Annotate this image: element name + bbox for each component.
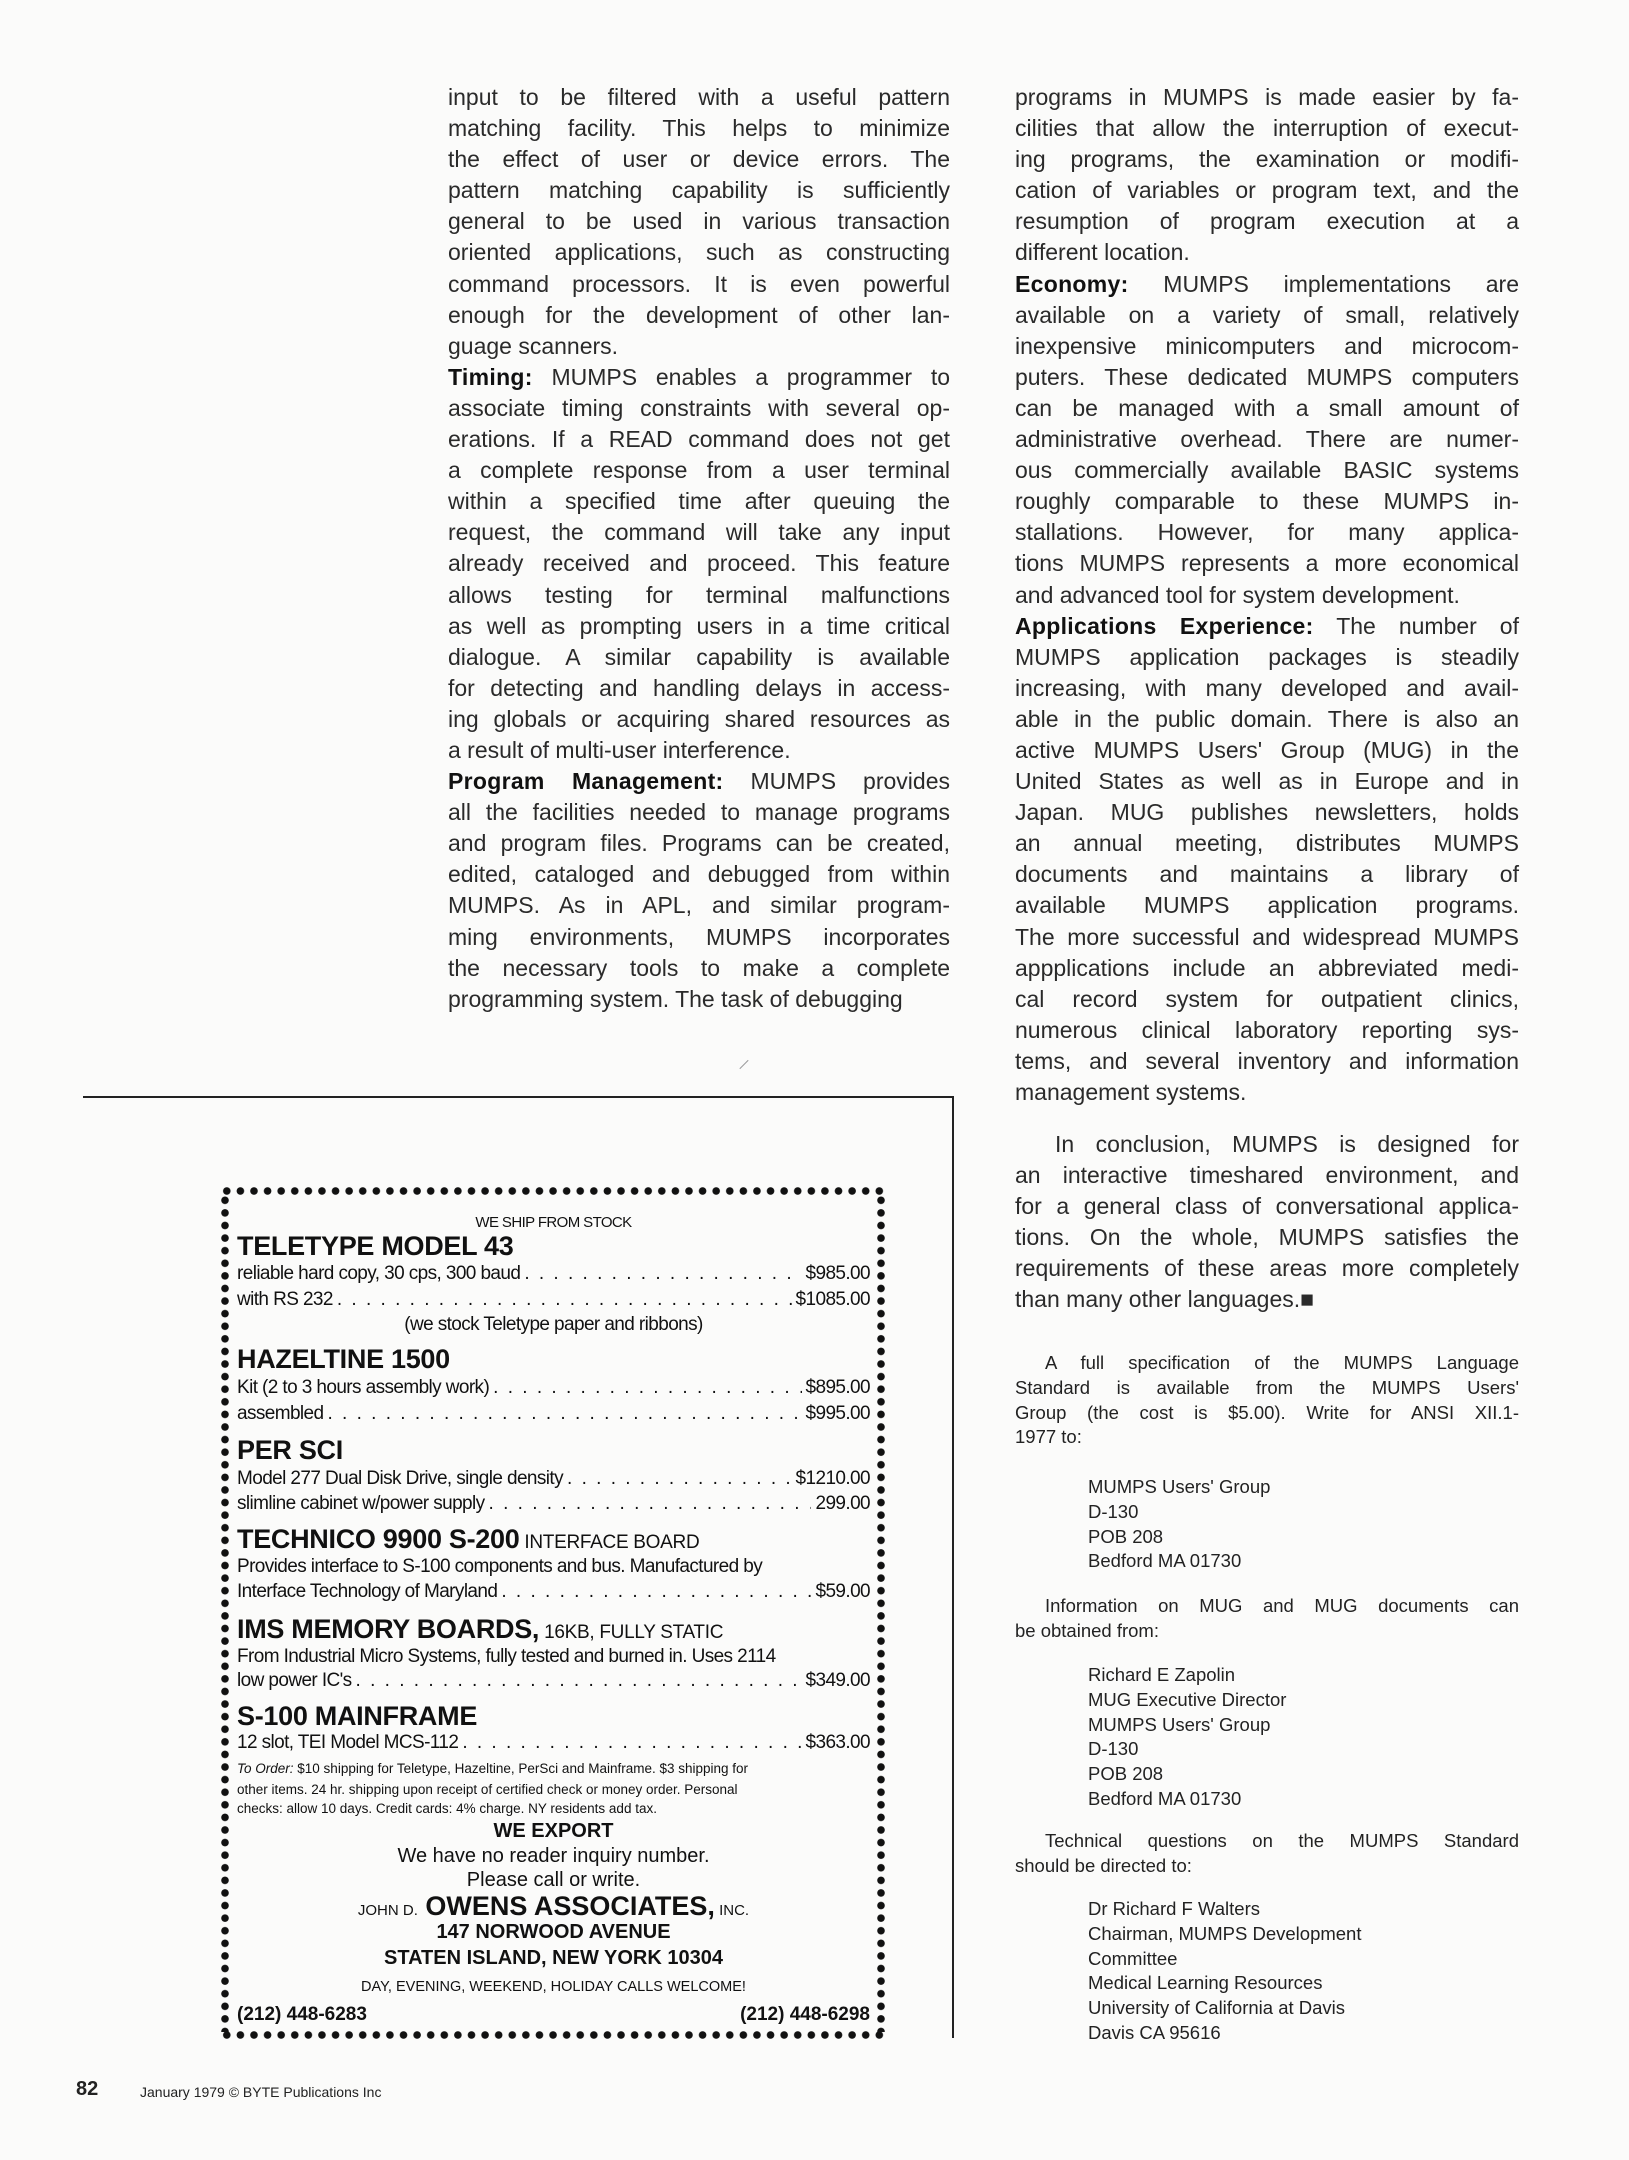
text-line: Committee	[1088, 1947, 1178, 1969]
text-line: Standard is available from the MUMPS Users'	[1015, 1376, 1519, 1398]
text-line: Medical Learning Resources	[1088, 1972, 1323, 1994]
info-note	[1015, 1594, 1519, 1644]
text-line: and advanced tool for system development.	[1015, 581, 1460, 608]
ad-description: Provides interface to S-100 components and bus. Manufactured by	[237, 1556, 763, 1577]
text-line: D-130	[1088, 1738, 1139, 1760]
text-line: erations. If a READ command does not get	[448, 426, 950, 453]
item-label: Model 277 Dual Disk Drive, single density	[237, 1468, 564, 1489]
item-price: $895.00	[805, 1377, 870, 1398]
text-line: resumption of program execution at a	[1015, 208, 1519, 235]
ad-item	[237, 1577, 870, 1607]
ad-heading-ims: IMS MEMORY BOARDS, 16KB, FULLY STATIC	[237, 1614, 724, 1644]
text-line: appplications include an abbreviated medi-	[1015, 954, 1519, 981]
text-line: for a general class of conversational applica-	[1015, 1193, 1519, 1220]
item-label: Kit (2 to 3 hours assembly work)	[237, 1377, 490, 1398]
ad-order-terms: To Order: $10 shipping for Teletype, Hazeltine, PerSci and Mainframe. $3 shipping for	[237, 1761, 749, 1776]
text-line: input to be filtered with a useful pattern	[448, 84, 950, 110]
text-line: associate timing constraints with several op-	[448, 394, 950, 421]
text-line: Program Management: MUMPS provides	[448, 768, 950, 795]
ad-order-terms: checks: allow 10 days. Credit cards: 4% charge. NY residents add tax.	[237, 1801, 657, 1816]
ad-heading-hazeltine: HAZELTINE 1500	[237, 1344, 450, 1374]
text-line: all the facilities needed to manage programs	[448, 799, 950, 826]
text-line: as well as prompting users in a time critical	[448, 612, 950, 639]
text-line: Timing: MUMPS enables a programmer to	[448, 363, 950, 390]
text-line: pattern matching capability is sufficiently	[448, 177, 950, 204]
divider-horizontal	[83, 1096, 954, 1098]
ad-description: From Industrial Micro Systems, fully tested and burned in. Uses 2114	[237, 1646, 776, 1667]
text-line: Davis CA 95616	[1088, 2021, 1221, 2043]
text-line: cation of variables or program text, and the	[1015, 177, 1519, 204]
ad-item	[237, 1489, 870, 1519]
ad-note: (we stock Teletype paper and ribbons)	[404, 1314, 703, 1335]
text-line: oriented applications, such as constructing	[448, 239, 950, 266]
text-line: able in the public domain. There is also an	[1015, 705, 1519, 732]
text-line: numerous clinical laboratory reporting sys-	[1015, 1016, 1519, 1043]
text-line: ing globals or acquiring shared resources as	[448, 705, 950, 732]
section-lead: Economy:	[1015, 270, 1129, 297]
text-line: tions MUMPS represents a more economical	[1015, 550, 1519, 577]
text-line: within a specified time after queuing the	[448, 488, 950, 515]
text-line: Applications Experience: The number of	[1015, 612, 1519, 639]
text-line: programs in MUMPS is made easier by fa-	[1015, 84, 1519, 110]
text-line: a complete response from a user terminal	[448, 457, 950, 484]
ad-inquiry: We have no reader inquiry number.	[397, 1845, 710, 1867]
item-price: $1210.00	[795, 1468, 870, 1489]
ad-item	[237, 1728, 870, 1758]
text-line: tions. On the whole, MUMPS satisfies the	[1015, 1224, 1519, 1251]
text-line: a result of multi-user interference.	[448, 736, 791, 763]
divider-vertical	[952, 1096, 954, 2038]
text-line: an interactive timeshared environment, and	[1015, 1162, 1519, 1189]
spec-note	[1015, 1351, 1519, 1450]
text-line: general to be used in various transaction	[448, 208, 950, 235]
ad-heading-teletype: TELETYPE MODEL 43	[237, 1231, 514, 1261]
ad-item	[237, 1666, 870, 1696]
text-line: MUMPS application packages is steadily	[1015, 643, 1519, 670]
item-label: low power IC's	[237, 1670, 352, 1691]
address-mug-2	[1088, 1663, 1286, 1812]
text-line: allows testing for terminal malfunctions	[448, 581, 950, 608]
text-line: available MUMPS application programs.	[1015, 892, 1519, 919]
ad-company: JOHN D. OWENS ASSOCIATES, INC.	[357, 1891, 750, 1921]
right-article-column	[1015, 82, 1519, 1108]
text-line: an annual meeting, distributes MUMPS	[1015, 830, 1519, 857]
text-line: should be directed to:	[1015, 1854, 1192, 1876]
text-line: Dr Richard F Walters	[1088, 1898, 1261, 1919]
text-line: ming environments, MUMPS incorporates	[448, 923, 950, 950]
text-line: be obtained from:	[1015, 1619, 1159, 1641]
ad-order-terms: other items. 24 hr. shipping upon receipt of certified check or money order. Personal	[237, 1782, 738, 1797]
text-line: guage scanners.	[448, 332, 619, 359]
ad-calls-welcome: DAY, EVENING, WEEKEND, HOLIDAY CALLS WELCOME!	[361, 1979, 746, 1995]
item-price: $59.00	[815, 1581, 870, 1602]
item-label: slimline cabinet w/power supply	[237, 1493, 485, 1514]
text-line: MUMPS Users' Group	[1088, 1476, 1271, 1497]
text-line: cal record system for outpatient clinics,	[1015, 985, 1519, 1012]
text-line: enough for the development of other lan-	[448, 301, 950, 328]
text-line: requirements of these areas more completely	[1015, 1255, 1519, 1282]
text-line: and program files. Programs can be created,	[448, 830, 950, 857]
text-line: The more successful and widespread MUMPS	[1015, 923, 1519, 950]
text-line: inexpensive minicomputers and microcom-	[1015, 332, 1519, 359]
text-line: tems, and several inventory and information	[1015, 1047, 1519, 1074]
item-price: $349.00	[805, 1670, 870, 1691]
text-line: Richard E Zapolin	[1088, 1664, 1236, 1685]
text-line: matching facility. This helps to minimize	[448, 115, 950, 142]
section-lead: Applications Experience:	[1015, 612, 1314, 639]
text-line: Bedford MA 01730	[1088, 1787, 1242, 1809]
item-label: with RS 232	[237, 1289, 333, 1310]
text-line: Japan. MUG publishes newsletters, holds	[1015, 799, 1519, 826]
text-line: management systems.	[1015, 1079, 1247, 1105]
item-label: reliable hard copy, 30 cps, 300 baud	[237, 1263, 521, 1284]
dotted-border-right	[876, 1194, 886, 2032]
text-line: Bedford MA 01730	[1088, 1550, 1242, 1572]
text-line: MUMPS. As in APL, and similar program-	[448, 892, 950, 919]
text-line: active MUMPS Users' Group (MUG) in the	[1015, 736, 1519, 763]
stray-mark	[739, 1060, 748, 1069]
ad-heading-technico: TECHNICO 9900 S-200 INTERFACE BOARD	[237, 1524, 700, 1554]
text-line: 1977 to:	[1015, 1426, 1082, 1448]
text-line: stallations. However, for many applica-	[1015, 519, 1519, 546]
ad-street: 147 NORWOOD AVENUE	[436, 1921, 671, 1943]
text-line: MUMPS Users' Group	[1088, 1713, 1271, 1735]
page-number: 82	[76, 2078, 99, 2100]
text-line: the effect of user or device errors. The	[448, 146, 950, 173]
text-line: dialogue. A similar capability is available	[448, 643, 950, 670]
text-line: MUG Executive Director	[1088, 1688, 1287, 1710]
phone-1: (212) 448-6283	[237, 2004, 367, 2025]
ad-we-export: WE EXPORT	[493, 1820, 614, 1842]
text-line: D-130	[1088, 1500, 1139, 1522]
address-walters	[1088, 1897, 1361, 2046]
text-line: can be managed with a small amount of	[1015, 394, 1519, 421]
ad-heading-s100: S-100 MAINFRAME	[237, 1701, 478, 1731]
text-line: Information on MUG and MUG documents can	[1045, 1595, 1519, 1616]
conclusion-paragraph	[1015, 1129, 1519, 1316]
text-line: increasing, with many developed and avail-	[1015, 674, 1519, 701]
text-line: documents and maintains a library of	[1015, 861, 1519, 888]
text-line: request, the command will take any input	[448, 519, 950, 546]
text-line: the necessary tools to make a complete	[448, 954, 950, 981]
left-article-column	[448, 82, 950, 1015]
text-line: University of California at Davis	[1088, 1997, 1346, 2019]
ad-item	[237, 1399, 870, 1429]
text-line: Technical questions on the MUMPS Standard	[1045, 1830, 1519, 1851]
item-label: Interface Technology of Maryland	[237, 1581, 498, 1602]
text-line: A full specification of the MUMPS Language	[1045, 1352, 1519, 1373]
ad-ship-from-stock: WE SHIP FROM STOCK	[475, 1214, 632, 1231]
ad-call: Please call or write.	[466, 1869, 641, 1891]
text-line: command processors. It is even powerful	[448, 270, 950, 297]
ad-phones	[237, 2000, 870, 2030]
dotted-border-top	[220, 1186, 886, 1196]
text-line: for detecting and handling delays in access-	[448, 674, 950, 701]
text-line: different location.	[1015, 239, 1190, 266]
text-line: edited, cataloged and debugged from within	[448, 861, 950, 888]
dotted-border-left	[220, 1194, 230, 2032]
tech-note	[1015, 1829, 1519, 1879]
text-line: already received and proceed. This feature	[448, 550, 950, 577]
text-line: POB 208	[1088, 1763, 1164, 1785]
text-line: Chairman, MUMPS Development	[1088, 1922, 1362, 1944]
text-line: POB 208	[1088, 1525, 1164, 1547]
text-line: programming system. The task of debugging	[448, 985, 903, 1012]
text-line: than many other languages.■	[1015, 1286, 1315, 1313]
item-label: 12 slot, TEI Model MCS-112	[237, 1732, 459, 1753]
text-line: available on a variety of small, relatively	[1015, 301, 1519, 328]
text-line: ous commercially available BASIC systems	[1015, 457, 1519, 484]
text-line: Group (the cost is $5.00). Write for ANSI XII.1-	[1015, 1401, 1519, 1423]
text-line: puters. These dedicated MUMPS computers	[1015, 363, 1519, 390]
text-line: administrative overhead. There are numer-	[1015, 426, 1519, 453]
text-line: cilities that allow the interruption of execut-	[1015, 115, 1519, 142]
text-line: roughly comparable to these MUMPS in-	[1015, 488, 1519, 515]
section-lead: Program Management:	[448, 768, 724, 795]
text-line: In conclusion, MUMPS is designed for	[1055, 1131, 1519, 1157]
text-line: Economy: MUMPS implementations are	[1015, 270, 1519, 297]
item-price: $363.00	[805, 1732, 870, 1753]
footer-credit: January 1979 © BYTE Publications Inc	[140, 2084, 382, 2100]
dotted-border-bottom	[220, 2030, 886, 2040]
section-lead: Timing:	[448, 363, 533, 390]
text-line: United States as well as in Europe and in	[1015, 768, 1519, 795]
ad-city: STATEN ISLAND, NEW YORK 10304	[384, 1947, 723, 1969]
address-mug-1	[1088, 1475, 1270, 1574]
text-line: ing programs, the examination or modifi-	[1015, 146, 1519, 173]
item-price: $1085.00	[795, 1289, 870, 1310]
item-price: $985.00	[805, 1263, 870, 1284]
ad-heading-persci: PER SCI	[237, 1435, 343, 1465]
phone-2: (212) 448-6298	[740, 2004, 870, 2025]
item-label: assembled	[237, 1403, 324, 1424]
item-price: $995.00	[805, 1403, 870, 1424]
item-price: 299.00	[815, 1493, 870, 1514]
